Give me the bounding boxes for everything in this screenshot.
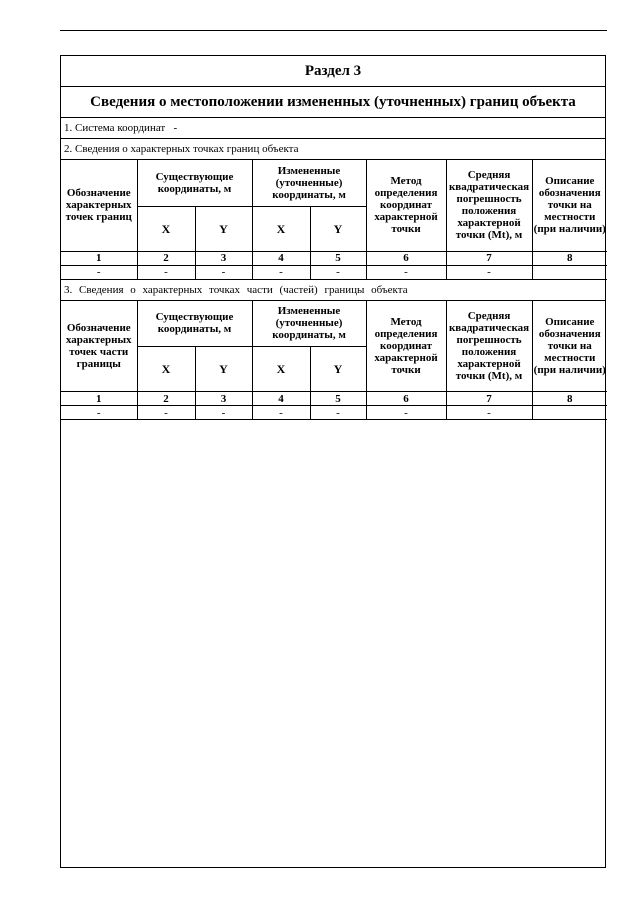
header-description: Описание обозначения точки на местности (при наличии) xyxy=(532,160,607,251)
column-number: 4 xyxy=(252,251,310,265)
table1-caption: 2. Сведения о характерных точках границ объекта xyxy=(61,139,605,160)
header-y: Y xyxy=(310,206,366,251)
table-row xyxy=(61,406,607,420)
column-number: 2 xyxy=(137,392,195,406)
header-x: X xyxy=(137,347,195,392)
column-number: 6 xyxy=(366,392,446,406)
header-designation: Обозначение характерных точек границ xyxy=(61,160,137,251)
table-cell xyxy=(532,265,607,279)
header-changed-coords: Измененные (уточненные) координаты, м xyxy=(252,301,366,347)
header-existing-coords: Существующие координаты, м xyxy=(137,301,252,347)
column-number: 1 xyxy=(61,251,137,265)
header-y: Y xyxy=(195,206,252,251)
table-header-row xyxy=(61,301,607,347)
table-cell: - xyxy=(195,406,252,420)
header-error: Средняя квадратическая погрешность положения характерной точки (Mt), м xyxy=(446,301,532,392)
column-number: 6 xyxy=(366,251,446,265)
header-x: X xyxy=(252,206,310,251)
column-number: 2 xyxy=(137,251,195,265)
points-table-boundary-parts xyxy=(61,301,607,421)
table-cell: - xyxy=(446,406,532,420)
column-number: 5 xyxy=(310,251,366,265)
column-number: 7 xyxy=(446,392,532,406)
column-number-row xyxy=(61,392,607,406)
header-designation: Обозначение характерных точек части границы xyxy=(61,301,137,392)
header-description: Описание обозначения точки на местности (при наличии) xyxy=(532,301,607,392)
section-subtitle: Сведения о местоположении измененных (уточненных) границ объекта xyxy=(61,87,605,118)
header-changed-coords: Измененные (уточненные) координаты, м xyxy=(252,160,366,206)
table-cell: - xyxy=(252,265,310,279)
column-number: 5 xyxy=(310,392,366,406)
table-cell: - xyxy=(61,406,137,420)
column-number: 8 xyxy=(532,251,607,265)
table-cell: - xyxy=(366,406,446,420)
column-number: 8 xyxy=(532,392,607,406)
section-title: Раздел 3 xyxy=(61,56,605,87)
table-cell: - xyxy=(195,265,252,279)
column-number: 7 xyxy=(446,251,532,265)
header-method: Метод определения координат характерной точки xyxy=(366,301,446,392)
table-cell xyxy=(532,406,607,420)
table-header-row xyxy=(61,160,607,206)
table-cell: - xyxy=(366,265,446,279)
table-row xyxy=(61,265,607,279)
header-method: Метод определения координат характерной точки xyxy=(366,160,446,251)
column-number: 3 xyxy=(195,392,252,406)
table-cell: - xyxy=(446,265,532,279)
header-error: Средняя квадратическая погрешность положения характерной точки (Mt), м xyxy=(446,160,532,251)
header-existing-coords: Существующие координаты, м xyxy=(137,160,252,206)
header-y: Y xyxy=(195,347,252,392)
column-number: 4 xyxy=(252,392,310,406)
table-cell: - xyxy=(310,265,366,279)
header-y: Y xyxy=(310,347,366,392)
section-frame xyxy=(60,55,606,868)
table-cell: - xyxy=(252,406,310,420)
points-table-boundaries xyxy=(61,160,607,280)
table-cell: - xyxy=(310,406,366,420)
table-cell: - xyxy=(137,265,195,279)
column-number-row xyxy=(61,251,607,265)
table-cell: - xyxy=(137,406,195,420)
coordinate-system-line: 1. Система координат - xyxy=(61,118,605,139)
header-x: X xyxy=(137,206,195,251)
header-rule xyxy=(60,30,607,31)
table2-caption: 3. Сведения о характерных точках части (частей) границы объекта xyxy=(61,280,605,301)
column-number: 1 xyxy=(61,392,137,406)
column-number: 3 xyxy=(195,251,252,265)
header-x: X xyxy=(252,347,310,392)
table-cell: - xyxy=(61,265,137,279)
